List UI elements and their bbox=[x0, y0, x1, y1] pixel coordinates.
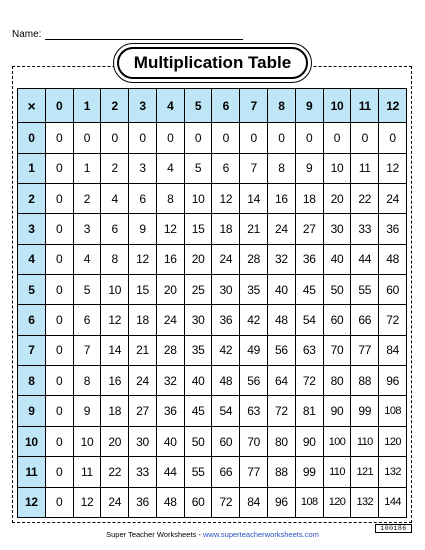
table-row bbox=[18, 184, 407, 214]
column-header: 5 bbox=[184, 89, 212, 123]
table-row bbox=[18, 214, 407, 244]
product-cell: 0 bbox=[45, 275, 73, 305]
product-cell: 36 bbox=[379, 214, 407, 244]
product-cell: 132 bbox=[379, 457, 407, 487]
product-cell: 70 bbox=[240, 426, 268, 456]
product-cell: 11 bbox=[73, 457, 101, 487]
product-cell: 22 bbox=[351, 184, 379, 214]
product-cell: 24 bbox=[101, 487, 129, 517]
product-cell: 77 bbox=[240, 457, 268, 487]
product-cell: 16 bbox=[101, 366, 129, 396]
product-cell: 33 bbox=[351, 214, 379, 244]
product-cell: 56 bbox=[268, 335, 296, 365]
product-cell: 8 bbox=[268, 153, 296, 183]
product-cell: 3 bbox=[129, 153, 157, 183]
name-row bbox=[12, 28, 243, 40]
product-cell: 48 bbox=[268, 305, 296, 335]
product-cell: 42 bbox=[240, 305, 268, 335]
product-cell: 90 bbox=[323, 396, 351, 426]
product-cell: 6 bbox=[73, 305, 101, 335]
product-cell: 21 bbox=[129, 335, 157, 365]
product-cell: 36 bbox=[295, 244, 323, 274]
column-header: 0 bbox=[45, 89, 73, 123]
product-cell: 36 bbox=[129, 487, 157, 517]
product-cell: 120 bbox=[323, 487, 351, 517]
product-cell: 64 bbox=[268, 366, 296, 396]
column-header: 6 bbox=[212, 89, 240, 123]
row-header: 12 bbox=[18, 487, 46, 517]
product-cell: 88 bbox=[351, 366, 379, 396]
row-header: 5 bbox=[18, 275, 46, 305]
row-header: 4 bbox=[18, 244, 46, 274]
table-row bbox=[18, 426, 407, 456]
table-row bbox=[18, 153, 407, 183]
product-cell: 55 bbox=[351, 275, 379, 305]
page-title: Multiplication Table bbox=[117, 47, 308, 79]
product-cell: 12 bbox=[101, 305, 129, 335]
product-cell: 60 bbox=[212, 426, 240, 456]
product-cell: 77 bbox=[351, 335, 379, 365]
product-cell: 7 bbox=[240, 153, 268, 183]
worksheet-code: 100186 bbox=[375, 524, 412, 533]
product-cell: 0 bbox=[45, 184, 73, 214]
name-label: Name: bbox=[12, 29, 42, 40]
table-row bbox=[18, 123, 407, 153]
product-cell: 20 bbox=[184, 244, 212, 274]
product-cell: 18 bbox=[101, 396, 129, 426]
product-cell: 0 bbox=[351, 123, 379, 153]
product-cell: 20 bbox=[101, 426, 129, 456]
product-cell: 50 bbox=[323, 275, 351, 305]
row-header: 1 bbox=[18, 153, 46, 183]
product-cell: 45 bbox=[295, 275, 323, 305]
product-cell: 33 bbox=[129, 457, 157, 487]
row-header: 11 bbox=[18, 457, 46, 487]
product-cell: 0 bbox=[45, 457, 73, 487]
product-cell: 25 bbox=[184, 275, 212, 305]
product-cell: 81 bbox=[295, 396, 323, 426]
product-cell: 8 bbox=[73, 366, 101, 396]
product-cell: 96 bbox=[268, 487, 296, 517]
product-cell: 9 bbox=[295, 153, 323, 183]
row-header: 2 bbox=[18, 184, 46, 214]
product-cell: 54 bbox=[295, 305, 323, 335]
product-cell: 10 bbox=[101, 275, 129, 305]
product-cell: 0 bbox=[45, 305, 73, 335]
product-cell: 7 bbox=[73, 335, 101, 365]
product-cell: 66 bbox=[212, 457, 240, 487]
product-cell: 4 bbox=[101, 184, 129, 214]
product-cell: 0 bbox=[45, 244, 73, 274]
row-header: 8 bbox=[18, 366, 46, 396]
product-cell: 30 bbox=[212, 275, 240, 305]
product-cell: 0 bbox=[212, 123, 240, 153]
column-header: 7 bbox=[240, 89, 268, 123]
product-cell: 10 bbox=[323, 153, 351, 183]
product-cell: 110 bbox=[323, 457, 351, 487]
column-header: 1 bbox=[73, 89, 101, 123]
product-cell: 16 bbox=[156, 244, 184, 274]
product-cell: 0 bbox=[184, 123, 212, 153]
product-cell: 0 bbox=[45, 153, 73, 183]
product-cell: 15 bbox=[184, 214, 212, 244]
header-row bbox=[18, 89, 407, 123]
product-cell: 88 bbox=[268, 457, 296, 487]
product-cell: 12 bbox=[73, 487, 101, 517]
column-header: 11 bbox=[351, 89, 379, 123]
product-cell: 84 bbox=[379, 335, 407, 365]
product-cell: 11 bbox=[351, 153, 379, 183]
product-cell: 6 bbox=[212, 153, 240, 183]
product-cell: 40 bbox=[184, 366, 212, 396]
product-cell: 0 bbox=[295, 123, 323, 153]
product-cell: 54 bbox=[212, 396, 240, 426]
row-header: 7 bbox=[18, 335, 46, 365]
product-cell: 18 bbox=[295, 184, 323, 214]
product-cell: 16 bbox=[268, 184, 296, 214]
footer bbox=[0, 530, 425, 539]
product-cell: 12 bbox=[379, 153, 407, 183]
product-cell: 12 bbox=[129, 244, 157, 274]
product-cell: 80 bbox=[323, 366, 351, 396]
product-cell: 30 bbox=[129, 426, 157, 456]
product-cell: 108 bbox=[295, 487, 323, 517]
product-cell: 40 bbox=[323, 244, 351, 274]
row-header: 0 bbox=[18, 123, 46, 153]
product-cell: 0 bbox=[45, 426, 73, 456]
product-cell: 24 bbox=[129, 366, 157, 396]
product-cell: 72 bbox=[295, 366, 323, 396]
footer-url[interactable]: www.superteacherworksheets.com bbox=[202, 530, 319, 539]
row-header: 10 bbox=[18, 426, 46, 456]
product-cell: 63 bbox=[295, 335, 323, 365]
product-cell: 99 bbox=[295, 457, 323, 487]
product-cell: 5 bbox=[184, 153, 212, 183]
product-cell: 48 bbox=[212, 366, 240, 396]
product-cell: 6 bbox=[101, 214, 129, 244]
product-cell: 42 bbox=[212, 335, 240, 365]
product-cell: 2 bbox=[73, 184, 101, 214]
product-cell: 0 bbox=[379, 123, 407, 153]
product-cell: 18 bbox=[212, 214, 240, 244]
product-cell: 14 bbox=[240, 184, 268, 214]
product-cell: 10 bbox=[73, 426, 101, 456]
product-cell: 27 bbox=[129, 396, 157, 426]
product-cell: 40 bbox=[156, 426, 184, 456]
product-cell: 44 bbox=[351, 244, 379, 274]
column-header: 8 bbox=[268, 89, 296, 123]
product-cell: 63 bbox=[240, 396, 268, 426]
product-cell: 44 bbox=[156, 457, 184, 487]
product-cell: 35 bbox=[184, 335, 212, 365]
footer-brand: Super Teacher Worksheets bbox=[106, 530, 197, 539]
product-cell: 12 bbox=[156, 214, 184, 244]
product-cell: 50 bbox=[184, 426, 212, 456]
product-cell: 90 bbox=[295, 426, 323, 456]
product-cell: 8 bbox=[156, 184, 184, 214]
product-cell: 110 bbox=[351, 426, 379, 456]
product-cell: 96 bbox=[379, 366, 407, 396]
table-row bbox=[18, 366, 407, 396]
product-cell: 9 bbox=[73, 396, 101, 426]
product-cell: 84 bbox=[240, 487, 268, 517]
product-cell: 121 bbox=[351, 457, 379, 487]
product-cell: 4 bbox=[156, 153, 184, 183]
column-header: 2 bbox=[101, 89, 129, 123]
product-cell: 32 bbox=[268, 244, 296, 274]
product-cell: 0 bbox=[45, 214, 73, 244]
product-cell: 36 bbox=[156, 396, 184, 426]
product-cell: 45 bbox=[184, 396, 212, 426]
multiplication-table bbox=[17, 88, 407, 518]
corner-times-symbol: × bbox=[18, 89, 46, 123]
product-cell: 24 bbox=[379, 184, 407, 214]
product-cell: 28 bbox=[240, 244, 268, 274]
product-cell: 0 bbox=[45, 487, 73, 517]
product-cell: 0 bbox=[101, 123, 129, 153]
product-cell: 27 bbox=[295, 214, 323, 244]
column-header: 9 bbox=[295, 89, 323, 123]
product-cell: 0 bbox=[156, 123, 184, 153]
product-cell: 15 bbox=[129, 275, 157, 305]
product-cell: 48 bbox=[379, 244, 407, 274]
product-cell: 0 bbox=[45, 396, 73, 426]
product-cell: 6 bbox=[129, 184, 157, 214]
column-header: 12 bbox=[379, 89, 407, 123]
product-cell: 100 bbox=[323, 426, 351, 456]
product-cell: 60 bbox=[379, 275, 407, 305]
product-cell: 24 bbox=[156, 305, 184, 335]
product-cell: 49 bbox=[240, 335, 268, 365]
product-cell: 99 bbox=[351, 396, 379, 426]
product-cell: 10 bbox=[184, 184, 212, 214]
name-input-line[interactable] bbox=[45, 28, 243, 40]
product-cell: 8 bbox=[101, 244, 129, 274]
row-header: 9 bbox=[18, 396, 46, 426]
product-cell: 3 bbox=[73, 214, 101, 244]
product-cell: 72 bbox=[212, 487, 240, 517]
row-header: 3 bbox=[18, 214, 46, 244]
product-cell: 2 bbox=[101, 153, 129, 183]
product-cell: 5 bbox=[73, 275, 101, 305]
product-cell: 66 bbox=[351, 305, 379, 335]
table-row bbox=[18, 275, 407, 305]
product-cell: 0 bbox=[268, 123, 296, 153]
product-cell: 120 bbox=[379, 426, 407, 456]
product-cell: 21 bbox=[240, 214, 268, 244]
table-row bbox=[18, 305, 407, 335]
product-cell: 30 bbox=[323, 214, 351, 244]
column-header: 4 bbox=[156, 89, 184, 123]
product-cell: 0 bbox=[129, 123, 157, 153]
product-cell: 35 bbox=[240, 275, 268, 305]
table-row bbox=[18, 244, 407, 274]
product-cell: 72 bbox=[268, 396, 296, 426]
product-cell: 60 bbox=[323, 305, 351, 335]
product-cell: 36 bbox=[212, 305, 240, 335]
product-cell: 70 bbox=[323, 335, 351, 365]
product-cell: 0 bbox=[323, 123, 351, 153]
table-row bbox=[18, 396, 407, 426]
product-cell: 0 bbox=[240, 123, 268, 153]
table-row bbox=[18, 487, 407, 517]
table-container bbox=[17, 88, 407, 518]
product-cell: 0 bbox=[45, 335, 73, 365]
product-cell: 60 bbox=[184, 487, 212, 517]
product-cell: 24 bbox=[268, 214, 296, 244]
product-cell: 55 bbox=[184, 457, 212, 487]
product-cell: 0 bbox=[73, 123, 101, 153]
product-cell: 20 bbox=[323, 184, 351, 214]
product-cell: 30 bbox=[184, 305, 212, 335]
row-header: 6 bbox=[18, 305, 46, 335]
product-cell: 22 bbox=[101, 457, 129, 487]
product-cell: 20 bbox=[156, 275, 184, 305]
product-cell: 0 bbox=[45, 366, 73, 396]
product-cell: 48 bbox=[156, 487, 184, 517]
product-cell: 12 bbox=[212, 184, 240, 214]
product-cell: 144 bbox=[379, 487, 407, 517]
product-cell: 108 bbox=[379, 396, 407, 426]
product-cell: 32 bbox=[156, 366, 184, 396]
product-cell: 24 bbox=[212, 244, 240, 274]
product-cell: 80 bbox=[268, 426, 296, 456]
product-cell: 132 bbox=[351, 487, 379, 517]
column-header: 3 bbox=[129, 89, 157, 123]
column-header: 10 bbox=[323, 89, 351, 123]
product-cell: 40 bbox=[268, 275, 296, 305]
product-cell: 14 bbox=[101, 335, 129, 365]
product-cell: 56 bbox=[240, 366, 268, 396]
product-cell: 0 bbox=[45, 123, 73, 153]
product-cell: 18 bbox=[129, 305, 157, 335]
table-row bbox=[18, 335, 407, 365]
product-cell: 72 bbox=[379, 305, 407, 335]
product-cell: 1 bbox=[73, 153, 101, 183]
table-row bbox=[18, 457, 407, 487]
product-cell: 28 bbox=[156, 335, 184, 365]
footer-separator: - bbox=[196, 530, 203, 539]
product-cell: 9 bbox=[129, 214, 157, 244]
product-cell: 4 bbox=[73, 244, 101, 274]
